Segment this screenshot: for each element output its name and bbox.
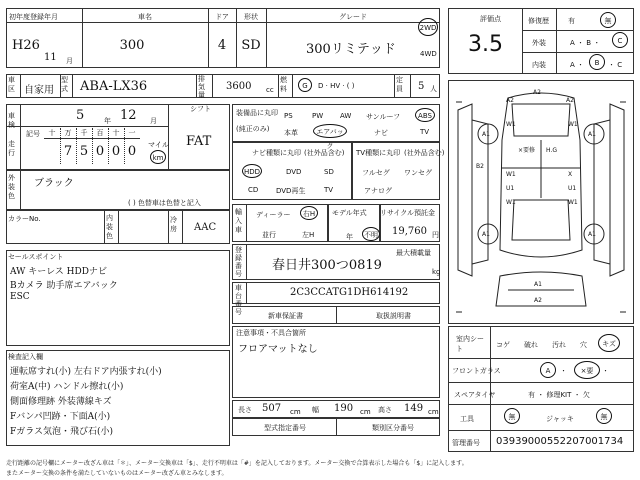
interior-options: A ・ [570, 61, 585, 69]
odometer-header: 十 [112, 129, 120, 137]
selling-point-line: ESC [10, 292, 30, 302]
front-glass-label: フロントガラス [452, 367, 501, 375]
navi-sd: SD [324, 168, 334, 176]
equip-airbag: エアバック [313, 124, 347, 138]
type-cert-label: 型式指定番号 [264, 424, 306, 432]
import-right-hand: 右H [300, 206, 318, 220]
navi-label: ナビ種類に丸印 [252, 149, 301, 157]
model-year-word: 年 [346, 233, 353, 241]
tv-sub: (社外品含む) [404, 149, 445, 157]
record-label: 記号 [26, 130, 40, 138]
exterior-selected: C [612, 32, 628, 48]
doc-new-warranty: 新車保証書 [268, 312, 303, 320]
dmg-a1-rl: A1 [482, 231, 490, 238]
management-label: 管理番号 [452, 439, 480, 447]
vin-label: 車台番号 [235, 284, 242, 316]
glass-after: ・ [602, 367, 609, 375]
selling-point-line: AW キーレス HDDナビ [10, 267, 107, 277]
cooler-label: 冷房 [170, 216, 177, 233]
notes-line: フロアマットなし [238, 344, 318, 355]
model-year-unknown: 不明 [362, 227, 380, 241]
equip-aw: AW [340, 112, 352, 120]
navi-dvd: DVD [286, 168, 302, 176]
glass-a: A [540, 362, 556, 378]
doors-label: ドア [215, 13, 229, 21]
odometer-digit: 7 [63, 144, 73, 159]
width-label: 幅 [312, 406, 319, 414]
odometer-header: 千 [80, 129, 88, 137]
width-cm: cm [360, 408, 371, 416]
import-parallel: 並行 [262, 231, 276, 239]
management-value: 03939000552207001734 [496, 436, 624, 447]
color-note: ( ) 色替車は色替と記入 [128, 199, 201, 207]
inspection-year: 5 [76, 108, 85, 123]
odometer-digit: 0 [111, 144, 121, 159]
dmg-x: ×要修 [518, 147, 536, 154]
dmg-w1-ml: W1 [506, 171, 516, 178]
footer-line-2: またメーター交換の条件を満たしていないものはメーター改ざん車とみなします。 [6, 470, 228, 477]
dmg-a2-hood: A2 [506, 97, 514, 104]
exterior-options: A ・ B ・ [570, 39, 601, 47]
jack-selected: 無 [596, 408, 612, 424]
inspector-note-line: Fバンパ凹跡・下面A(小) [10, 412, 111, 422]
first-reg-year: H26 [12, 38, 40, 53]
height-label: 高さ [378, 406, 392, 414]
interior-seat-label: 室内シート [456, 335, 484, 353]
dmg-a2-rear: A2 [534, 297, 542, 304]
fuel-label: 燃料 [280, 76, 287, 93]
category-label: 車区 [8, 76, 15, 93]
width-value: 190 [334, 403, 354, 414]
footer-line-1: 走行距離の記号欄にメーター改ざん車は「＊」、メーター交換車は「$」、走行不明車は「#」を記入しております。メーター交換で合算表示した場合も「$」に記入します。 [6, 460, 468, 467]
dmg-hg: H.G [546, 147, 557, 154]
odometer-digit: 5 [79, 144, 89, 159]
inspector-note-line: 運転席すれ(小) 左右ドア内張すれ(小) [10, 367, 162, 377]
navi-dvd-play: DVD再生 [276, 187, 306, 195]
dmg-a2-hood-r: A2 [566, 97, 574, 104]
seat-tear: 破れ [524, 341, 538, 349]
color-no-label: カラーNo. [8, 215, 41, 223]
seat-scratch: キズ [598, 334, 620, 352]
doc-manual: 取扱説明書 [376, 312, 411, 320]
odometer-digit: 0 [95, 144, 105, 159]
navi-cd: CD [248, 186, 259, 194]
dmg-w1-rl: W1 [506, 199, 516, 206]
length-label: 長さ [238, 406, 252, 414]
repair-selected: 無 [600, 12, 616, 28]
navi-tv: TV [324, 186, 334, 194]
length-value: 507 [262, 403, 282, 414]
repair-yes: 有 [568, 17, 575, 25]
first-reg-label: 初年度登録年月 [9, 13, 58, 21]
tv-analog: アナログ [364, 187, 392, 195]
max-load-kg: kg [432, 268, 441, 276]
seat-hole: 穴 [580, 341, 587, 349]
selling-point-line: Bカメラ 助手席エアバック [10, 281, 118, 291]
tv-label: TV種類に丸印 [356, 149, 401, 157]
seat-stain: 汚れ [552, 341, 566, 349]
first-reg-month-unit: 月 [66, 57, 73, 65]
odometer-header: 百 [96, 129, 104, 137]
dmg-a1-fr: A1 [588, 131, 596, 138]
first-reg-month: 11 [44, 52, 57, 63]
equip-tv: TV [420, 128, 430, 136]
dmg-w1-l: W1 [506, 121, 516, 128]
equipment-label: 装備品に丸印 [236, 109, 278, 117]
inspection-label: 車検 [8, 112, 15, 129]
inspection-year-unit: 年 [104, 117, 111, 125]
dmg-a1-fl: A1 [482, 131, 490, 138]
dmg-w1-rr: W1 [568, 199, 578, 206]
car-diagram [448, 80, 634, 324]
doors-value: 4 [217, 38, 227, 53]
navi-hdd: HDD [242, 164, 262, 178]
category-value: 自家用 [24, 85, 54, 96]
score-label: 評価点 [480, 15, 501, 23]
tv-oneseg: ワンセグ [404, 169, 432, 177]
dmg-w1-r: W1 [568, 121, 578, 128]
capacity-unit: 人 [430, 85, 437, 93]
dmg-u1-l: U1 [506, 185, 515, 192]
dmg-b2: B2 [476, 163, 484, 170]
capacity-value: 5 [418, 81, 425, 92]
capacity-label: 定員 [396, 76, 403, 93]
fuel-options: D · HV · ( ) [318, 82, 355, 90]
max-load-label: 最大積載量 [396, 249, 431, 257]
km-unit: km [150, 150, 166, 164]
grade-value: 300リミテッド [306, 42, 396, 57]
seat-burn: コゲ [496, 341, 510, 349]
dmg-u1-r: U1 [568, 185, 577, 192]
displacement-value: 3600 [226, 81, 252, 92]
vin-value: 2C3CCATG1DH614192 [290, 287, 409, 298]
spare-options: 有 ・ 修理KIT ・ 欠 [528, 391, 590, 399]
color-value: ブラック [34, 178, 74, 189]
interior-label: 内装 [532, 61, 546, 69]
odometer-header: 万 [64, 129, 72, 137]
car-name: 300 [119, 38, 145, 53]
inspection-month-unit: 月 [150, 117, 157, 125]
equip-abs: ABS [415, 108, 435, 122]
spare-label: スペアタイヤ [454, 391, 496, 399]
tools-label: 工具 [460, 415, 474, 423]
mile-label: マイル [148, 141, 169, 149]
equipment-sub: (純正のみ) [236, 125, 270, 133]
drive-4wd: 4WD [420, 50, 437, 58]
glass-mid: ・ [560, 367, 567, 375]
equip-sunroof: サンルーフ [366, 113, 401, 121]
dmg-a2-top: A2 [533, 89, 541, 96]
fuel-selected: G [298, 78, 312, 92]
body-value: SD [241, 38, 261, 53]
import-label: 輸入車 [235, 208, 242, 234]
recycle-label: リサイクル預託金 [380, 209, 436, 217]
tv-fullseg: フルセグ [362, 169, 390, 177]
equip-ps: PS [284, 112, 293, 120]
interior-color-label: 内装色 [106, 214, 113, 240]
interior-after: ・ C [608, 61, 623, 69]
length-cm: cm [290, 408, 301, 416]
grade-label: グレード [339, 13, 367, 21]
class-label: 類別区分番号 [372, 424, 414, 432]
shift-label: シフト [190, 105, 211, 113]
jack-label: ジャッキ [546, 415, 574, 423]
registration-value: 春日井300つ0819 [272, 258, 382, 273]
exterior-label: 外装 [532, 39, 546, 47]
interior-selected: B [589, 54, 605, 70]
odometer-digit: 0 [127, 144, 137, 159]
dmg-a1-rear: A1 [534, 281, 542, 288]
dmg-x-rear: X [568, 171, 573, 178]
glass-replace: ×要 [574, 361, 600, 379]
registration-label: 登録番号 [235, 246, 242, 278]
displacement-label: 排気量 [198, 75, 205, 99]
type-label: 型式 [61, 76, 68, 93]
cooler-value: AAC [194, 222, 217, 233]
height-cm: cm [428, 408, 439, 416]
notes-label: 注意事項・不具合箇所 [236, 329, 306, 337]
tools-selected: 無 [504, 408, 520, 424]
model-year-label: モデル年式 [332, 209, 367, 217]
import-dealer: ディーラー [256, 211, 291, 219]
color-label: 外装色 [8, 174, 15, 200]
equip-navi: ナビ [374, 129, 388, 137]
selling-label: セールスポイント [8, 253, 64, 261]
recycle-value: 19,760 [392, 226, 427, 237]
recycle-yen: 円 [432, 231, 439, 239]
inspection-month: 12 [120, 108, 137, 123]
odometer-header: 十 [48, 129, 56, 137]
car-name-label: 車名 [138, 13, 152, 21]
inspector-label: 検査記入欄 [8, 353, 43, 361]
inspector-note-line: 側面修理跡 外装薄線キズ [10, 397, 112, 407]
score-value: 3.5 [468, 32, 503, 57]
equip-leather: 本革 [284, 129, 298, 137]
repair-label: 修復歴 [528, 17, 549, 25]
cc-unit: cc [266, 86, 274, 94]
odometer-header: 一 [128, 129, 136, 137]
shift-value: FAT [186, 134, 212, 149]
body-label: 形状 [244, 13, 258, 21]
type-value: ABA-LX36 [80, 79, 148, 94]
import-left-hand: 左H [302, 231, 315, 239]
travel-label: 走行 [8, 140, 15, 157]
inspector-note-line: 荷室A(中) ハンドル擦れ(小) [10, 382, 124, 392]
equip-pw: PW [312, 112, 324, 120]
dmg-a1-rr: A1 [588, 231, 596, 238]
navi-sub: (社外品含む) [304, 149, 345, 157]
height-value: 149 [404, 403, 424, 414]
inspector-note-line: Fガラス気泡・飛び石(小) [10, 427, 113, 437]
drive-2wd: 2WD [418, 18, 438, 36]
